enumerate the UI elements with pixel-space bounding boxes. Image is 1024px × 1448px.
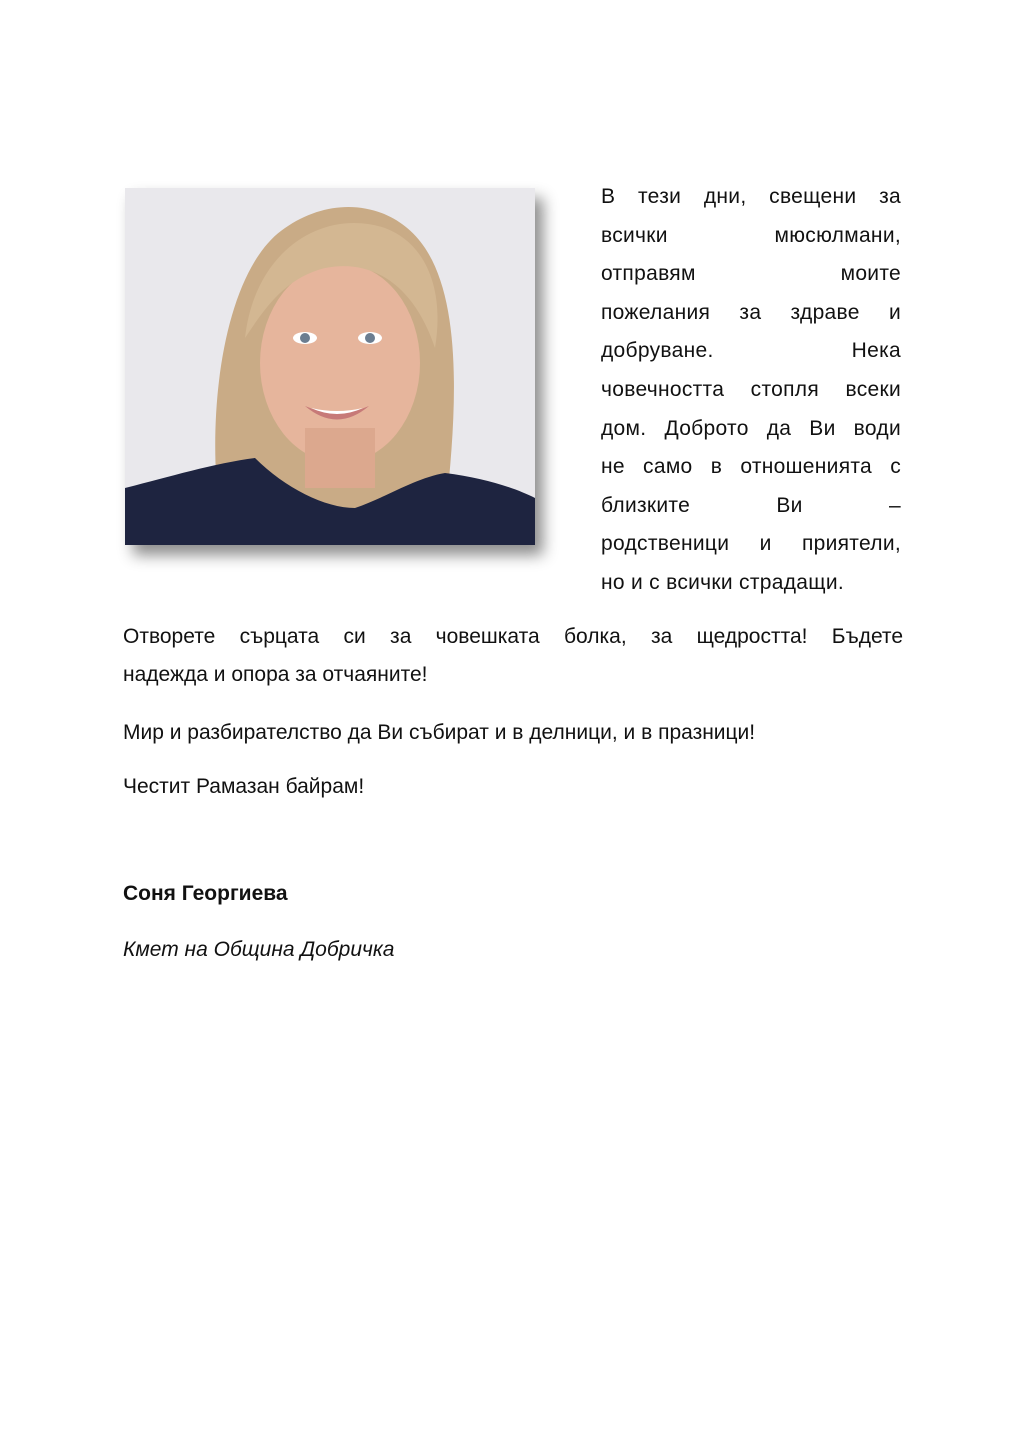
side-text-line: дом. Доброто да Ви води [601, 416, 901, 440]
side-text-line: добруване. Нека [601, 339, 901, 363]
paragraph-line: надежда и опора за отчаяните! [123, 663, 428, 686]
side-text-line: но и с всички страдащи. [601, 570, 845, 594]
portrait-image [125, 188, 535, 545]
portrait-photo [125, 188, 535, 545]
signature-title: Кмет на Община Добричка [123, 938, 395, 961]
side-text-line: отправям моите [601, 262, 901, 286]
side-text-line: всички мюсюлмани, [601, 223, 901, 247]
paragraph-peace: Мир и разбирателство да Ви събират и в делници, и в празници! [123, 721, 756, 744]
side-text-line: човечността стопля всеки [601, 377, 901, 401]
side-text-line: не само в отношенията с [601, 455, 901, 479]
side-text-line: пожелания за здраве и [601, 300, 901, 324]
paragraph-line: Отворете сърцата си за човешката болка, за щедростта! Бъдете [123, 625, 903, 648]
paragraph-open-hearts [123, 618, 903, 694]
side-text-line: близките Ви – [601, 493, 901, 517]
signature-name: Соня Георгиева [123, 882, 288, 905]
greeting-side-paragraph [601, 178, 901, 603]
side-text-line: родственици и приятели, [601, 532, 901, 556]
paragraph-greeting: Честит Рамазан байрам! [123, 775, 365, 798]
side-text-line: В тези дни, свещени за [601, 185, 901, 208]
